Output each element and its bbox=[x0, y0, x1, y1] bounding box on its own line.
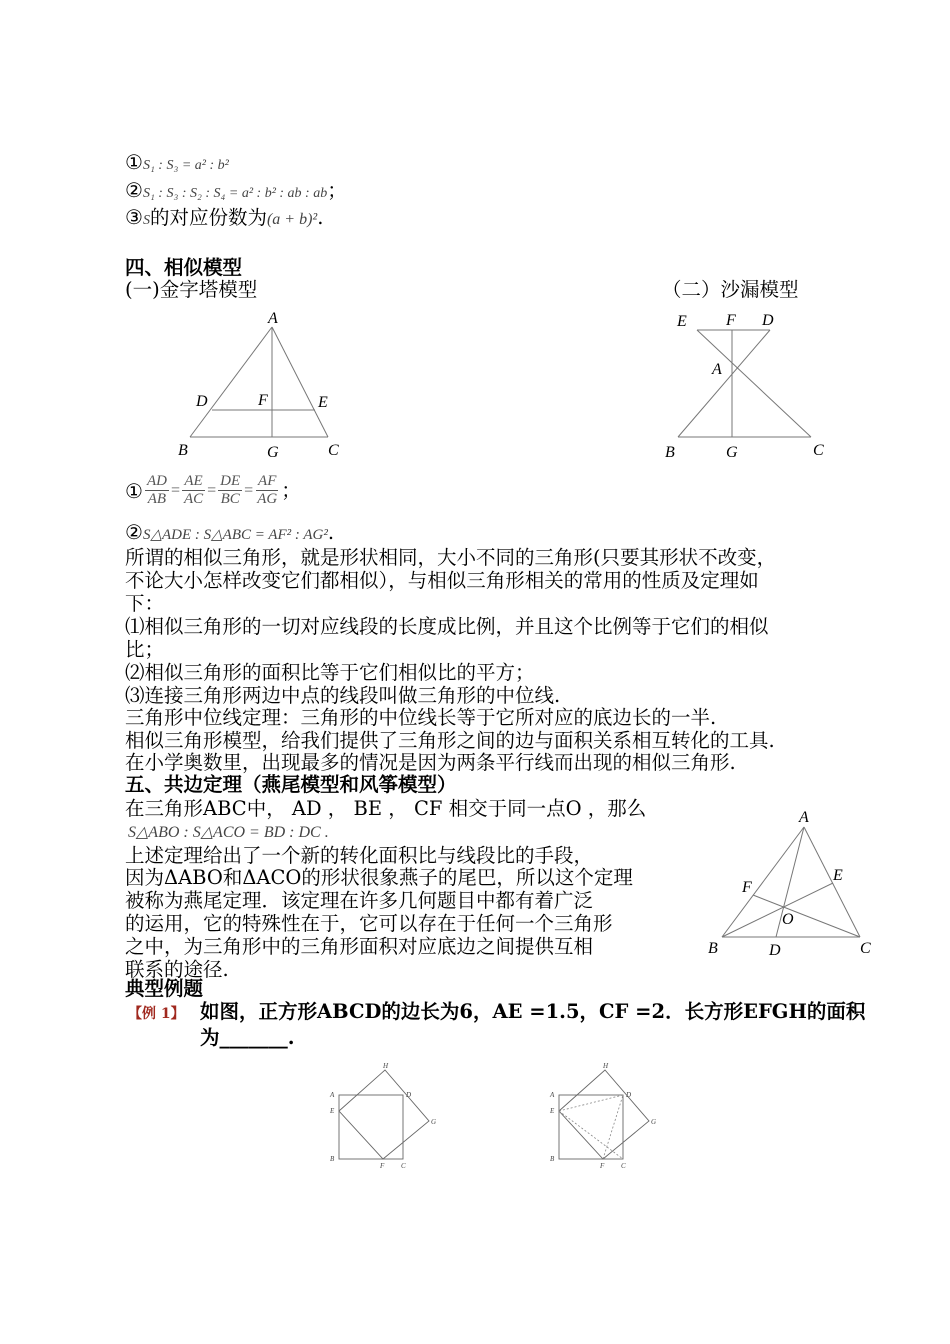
square1-label-h: H bbox=[383, 1062, 389, 1070]
hourglass-label-c: C bbox=[813, 442, 824, 459]
square-figure-2 bbox=[545, 1060, 665, 1175]
ceva-body-line: 因为ΔABO和ΔACO的形状很象燕子的尾巴，所以这个定理 bbox=[125, 866, 633, 889]
square2-label-f: F bbox=[600, 1162, 605, 1170]
paragraph-line: 三角形中位线定理：三角形的中位线长等于它所对应的底边长的一半. bbox=[125, 706, 717, 729]
ratio-frac-4: $\frac{AF}{AG}$ bbox=[257, 473, 278, 507]
square2-label-c: C bbox=[621, 1162, 626, 1170]
square1-label-e: E bbox=[330, 1107, 335, 1115]
formula-1: ①S₁ : S₃ = a² : b² bbox=[125, 150, 229, 174]
paragraph-line: 比； bbox=[125, 638, 165, 661]
hourglass-label-a: A bbox=[712, 361, 722, 378]
swallowtail-label-b: B bbox=[708, 940, 718, 957]
ceva-body-line: 上述定理给出了一个新的转化面积比与线段比的手段， bbox=[125, 844, 594, 867]
pyramid-label-c: C bbox=[328, 442, 339, 459]
paragraph-line: ⑴相似三角形的一切对应线段的长度成比例，并且这个比例等于它们的相似 bbox=[125, 615, 769, 638]
ratio-frac-2: $\frac{AE}{AC}$ bbox=[183, 473, 204, 507]
square1-label-d: D bbox=[406, 1091, 412, 1099]
area-ratio-formula: ②S△ADE : S△ABC = AF² : AG². bbox=[125, 520, 335, 544]
pyramid-figure bbox=[170, 305, 360, 465]
example-1-question: 如图，正方形ABCD的边长为6，AE =1.5，CF =2．长方形EFGH的面积 bbox=[200, 1000, 866, 1023]
pyramid-label-d: D bbox=[196, 393, 208, 410]
square1-label-f: F bbox=[380, 1162, 385, 1170]
ceva-body-line: 的运用，它的特殊性在于，它可以存在于任何一个三角形 bbox=[125, 912, 613, 935]
paragraph-line: ⑵相似三角形的面积比等于它们相似比的平方； bbox=[125, 661, 535, 684]
swallowtail-label-e: E bbox=[833, 867, 843, 884]
ceva-formula: S△ABO : S△ACO = BD : DC . bbox=[128, 824, 329, 841]
square1-label-g: G bbox=[431, 1118, 437, 1126]
examples-heading: 典型例题 bbox=[125, 977, 204, 1000]
swallowtail-label-o: O bbox=[782, 911, 794, 928]
square-figure-1 bbox=[325, 1060, 445, 1175]
square2-label-g: G bbox=[651, 1118, 657, 1126]
example-1-tag: 【例 1】 bbox=[128, 1006, 185, 1022]
hourglass-model-title: （二）沙漏模型 bbox=[662, 278, 799, 301]
pyramid-label-a: A bbox=[268, 310, 278, 327]
paragraph-line: 相似三角形模型，给我们提供了三角形之间的边与面积关系相互转化的工具. bbox=[125, 729, 775, 752]
swallowtail-figure bbox=[700, 805, 885, 965]
square2-label-a: A bbox=[550, 1091, 555, 1099]
example-1-blank: 为_______. bbox=[200, 1026, 295, 1049]
ratio-frac-1: $\frac{AD}{AB}$ bbox=[146, 473, 167, 507]
section-4-heading: 四、相似模型 bbox=[125, 256, 243, 279]
pyramid-label-f: F bbox=[258, 392, 268, 409]
paragraph-line: ⑶连接三角形两边中点的线段叫做三角形的中位线. bbox=[125, 684, 561, 707]
hourglass-label-e: E bbox=[677, 313, 687, 330]
square2-label-h: H bbox=[603, 1062, 609, 1070]
hourglass-label-d: D bbox=[762, 312, 774, 329]
hourglass-label-f: F bbox=[726, 312, 736, 329]
ceva-body-line: 联系的途径. bbox=[125, 958, 229, 981]
pyramid-model-title: (一)金字塔模型 bbox=[125, 278, 258, 301]
square1-label-c: C bbox=[401, 1162, 406, 1170]
ceva-body-line: 之中，为三角形中的三角形面积对应底边之间提供互相 bbox=[125, 935, 594, 958]
paragraph-line: 下： bbox=[125, 592, 165, 615]
paragraph-line: 不论大小怎样改变它们都相似），与相似三角形相关的常用的性质及定理如 bbox=[125, 569, 759, 592]
paragraph-line: 在小学奥数里，出现最多的情况是因为两条平行线而出现的相似三角形. bbox=[125, 751, 736, 774]
square1-label-a: A bbox=[330, 1091, 335, 1099]
pyramid-label-b: B bbox=[178, 442, 188, 459]
swallowtail-label-a: A bbox=[799, 809, 809, 826]
hourglass-figure bbox=[655, 305, 840, 465]
ratio-frac-3: $\frac{DE}{BC}$ bbox=[220, 473, 241, 507]
square1-label-b: B bbox=[330, 1155, 335, 1163]
hourglass-label-g: G bbox=[726, 444, 738, 461]
paragraph-line: 所谓的相似三角形，就是形状相同，大小不同的三角形(只要其形状不改变， bbox=[125, 546, 777, 569]
square2-label-d: D bbox=[626, 1091, 632, 1099]
section-5-heading: 五、共边定理（燕尾模型和风筝模型） bbox=[125, 773, 457, 796]
formula-3: ③S的对应份数为(a + b)². bbox=[125, 205, 324, 229]
ceva-body-line: 被称为燕尾定理．该定理在许多几何题目中都有着广泛 bbox=[125, 889, 594, 912]
swallowtail-label-d: D bbox=[769, 942, 781, 959]
similar-ratio-formula: ① $\frac{AD}{AB}$ = $\frac{AE}{AC}$ = $\frac{DE}{BC}$ = $\frac{AF}{AG}$ ； bbox=[125, 473, 301, 507]
pyramid-label-e: E bbox=[318, 394, 328, 411]
square2-label-b: B bbox=[550, 1155, 555, 1163]
square2-label-e: E bbox=[550, 1107, 555, 1115]
hourglass-label-b: B bbox=[665, 444, 675, 461]
ceva-statement: 在三角形ABC中， AD ， BE ， CF 相交于同一点O ，那么 bbox=[125, 797, 647, 820]
pyramid-label-g: G bbox=[267, 444, 279, 461]
formula-2: ②S₁ : S₃ : S₂ : S₄ = a² : b² : ab : ab； bbox=[125, 178, 347, 202]
swallowtail-label-f: F bbox=[742, 879, 752, 896]
swallowtail-label-c: C bbox=[860, 940, 871, 957]
